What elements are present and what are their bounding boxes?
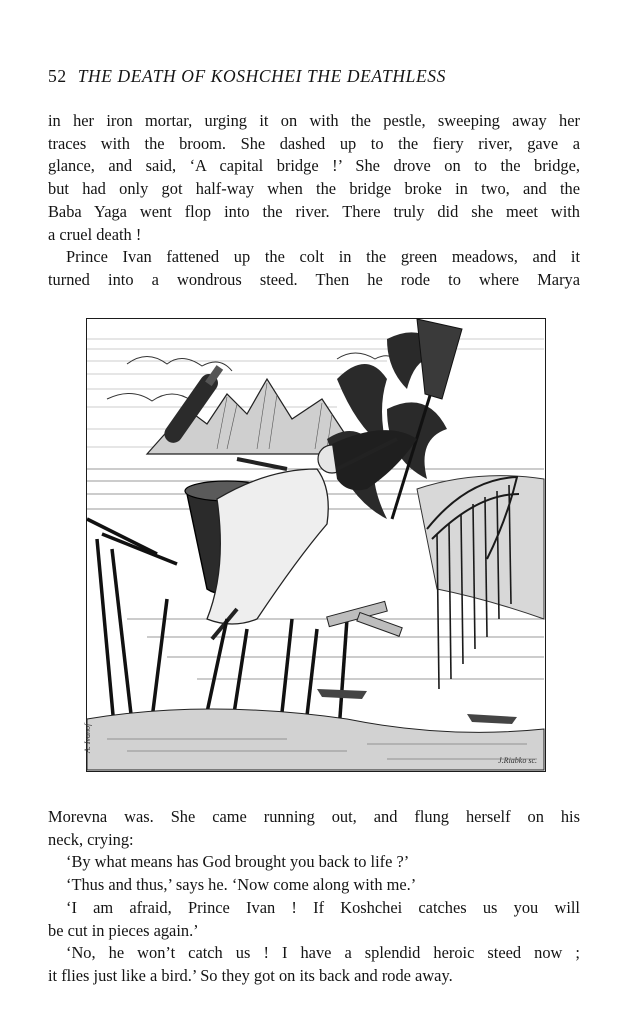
text-line: turned into a wondrous steed. Then he rode to where Marya: [48, 269, 580, 289]
text-line: Baba Yaga went flop into the river. There truly did she meet with: [48, 201, 580, 221]
top-paragraphs: [48, 110, 580, 292]
bottom-paragraphs: [48, 806, 580, 988]
text-line: in her iron mortar, urging it on with the pestle, sweeping away her: [48, 111, 580, 130]
text-line: ‘No, he won’t catch us ! I have a splendid heroic steed now ;: [66, 943, 580, 963]
text-line: neck, crying:: [48, 829, 134, 849]
artist-signature: A. Ivanof: [83, 723, 92, 753]
text-line: a cruel death !: [48, 224, 142, 244]
running-title: THE DEATH OF KOSHCHEI THE DEATHLESS: [77, 66, 446, 86]
text-line: Prince Ivan fattened up the colt in the green meadows, and it: [66, 247, 580, 267]
illustration-baba-yaga: [83, 318, 546, 772]
text-line: but had only got half-way when the bridge broke in two, and the: [48, 179, 580, 199]
text-line: glance, and said, ‘A capital bridge !’ She drove on to the bridge,: [48, 156, 580, 176]
text-line: be cut in pieces again.’: [48, 920, 199, 940]
far-bank: [417, 476, 544, 619]
text-line: Morevna was. She came running out, and flung herself on his: [48, 807, 580, 826]
text-line: ‘Thus and thus,’ says he. ‘Now come along with me.’: [66, 875, 417, 895]
running-header: [48, 66, 578, 87]
engraving-drawing: [87, 319, 544, 770]
page-number: 52: [48, 66, 67, 86]
engraver-signature: J.Riabko sc.: [498, 756, 537, 765]
text-line: traces with the broom. She dashed up to the fiery river, gave a: [48, 133, 580, 153]
text-line: ‘By what means has God brought you back to life ?’: [66, 852, 410, 872]
text-line: ‘I am afraid, Prince Ivan ! If Koshchei catches us you will: [66, 897, 580, 917]
text-line: it flies just like a bird.’ So they got on its back and rode away.: [48, 965, 453, 985]
